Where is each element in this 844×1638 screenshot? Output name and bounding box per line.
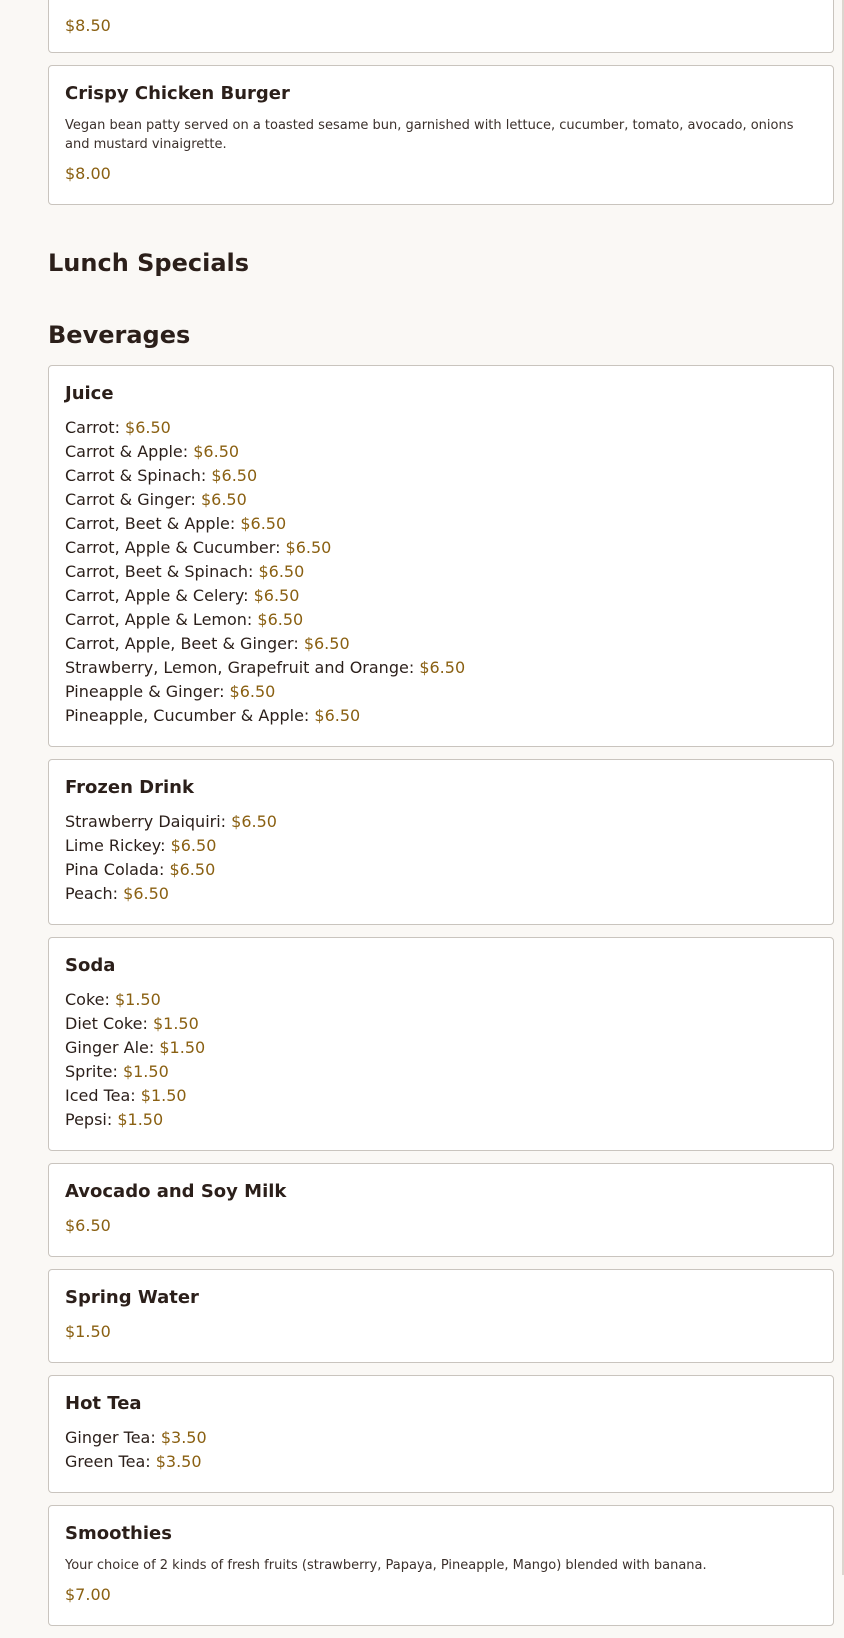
list-item	[65, 882, 817, 906]
menu-item-card	[48, 65, 834, 205]
list-item	[65, 656, 817, 680]
price-list	[65, 1426, 817, 1474]
menu-group-juice	[48, 365, 834, 747]
item-name: Lime Rickey:	[65, 836, 166, 855]
item-price: $6.50	[169, 860, 216, 879]
menu-item-card	[48, 0, 834, 53]
item-name: Carrot:	[65, 418, 120, 437]
item-price: $6.50	[253, 586, 300, 605]
price-list	[65, 988, 817, 1132]
group-title: Hot Tea	[65, 1393, 142, 1414]
item-price: $6.50	[200, 490, 247, 509]
item-description: Your choice of 2 kinds of fresh fruits (strawberry, Papaya, Pineapple, Mango) blended with banana.	[65, 1558, 707, 1573]
list-item	[65, 440, 817, 464]
item-price: $6.50	[419, 658, 466, 677]
menu-group-frozen-drink	[48, 759, 834, 925]
item-price: $1.50	[122, 1062, 169, 1081]
item-price: $6.50	[65, 1216, 111, 1235]
item-name: Carrot, Apple & Cucumber:	[65, 538, 281, 557]
item-price: $6.50	[229, 682, 276, 701]
group-title: Juice	[65, 383, 114, 404]
list-item	[65, 1012, 817, 1036]
list-item	[65, 536, 817, 560]
menu-group-hot-tea	[48, 1375, 834, 1493]
section-title-beverages: Beverages	[48, 321, 191, 349]
item-name: Carrot, Apple & Lemon:	[65, 610, 253, 629]
item-name: Strawberry Daiquiri:	[65, 812, 227, 831]
item-title: Smoothies	[65, 1523, 172, 1544]
list-item	[65, 680, 817, 704]
item-price: $8.00	[65, 164, 111, 183]
list-item	[65, 858, 817, 882]
item-name: Ginger Ale:	[65, 1038, 155, 1057]
menu-item-smoothies	[48, 1505, 834, 1626]
item-name: Carrot & Spinach:	[65, 466, 207, 485]
item-price: $3.50	[160, 1428, 207, 1447]
item-name: Pina Colada:	[65, 860, 165, 879]
item-price: $6.50	[257, 610, 304, 629]
list-item	[65, 416, 817, 440]
item-name: Carrot, Beet & Spinach:	[65, 562, 254, 581]
item-price: $6.50	[231, 812, 277, 831]
item-price: $1.50	[114, 990, 161, 1009]
item-price: $3.50	[155, 1452, 202, 1471]
list-item	[65, 810, 817, 834]
group-title: Soda	[65, 955, 116, 976]
item-name: Strawberry, Lemon, Grapefruit and Orange:	[65, 658, 415, 677]
item-price: $6.50	[240, 514, 287, 533]
list-item	[65, 584, 817, 608]
list-item	[65, 560, 817, 584]
item-price: $6.50	[123, 884, 169, 903]
item-price: $1.50	[159, 1038, 206, 1057]
item-name: Carrot, Apple & Celery:	[65, 586, 249, 605]
section-title-lunch-specials: Lunch Specials	[48, 249, 250, 277]
list-item	[65, 1084, 817, 1108]
list-item	[65, 464, 817, 488]
list-item	[65, 1450, 817, 1474]
item-name: Carrot & Ginger:	[65, 490, 196, 509]
item-price: $6.50	[314, 706, 361, 725]
item-price: $1.50	[117, 1110, 164, 1129]
list-item	[65, 632, 817, 656]
item-name: Carrot, Beet & Apple:	[65, 514, 236, 533]
price-list	[65, 416, 817, 728]
item-price: $6.50	[125, 418, 171, 437]
item-name: Pepsi:	[65, 1110, 113, 1129]
list-item	[65, 488, 817, 512]
item-price: $1.50	[152, 1014, 199, 1033]
item-name: Iced Tea:	[65, 1086, 136, 1105]
menu-item-spring-water	[48, 1269, 834, 1363]
item-title: Avocado and Soy Milk	[65, 1181, 287, 1202]
list-item	[65, 512, 817, 536]
item-description: Vegan bean patty served on a toasted sesame bun, garnished with lettuce, cucumber, tomato, avocado, onions and mustard vinaigrette.	[65, 118, 794, 152]
item-name: Green Tea:	[65, 1452, 151, 1471]
item-name: Diet Coke:	[65, 1014, 148, 1033]
item-name: Sprite:	[65, 1062, 118, 1081]
list-item	[65, 1036, 817, 1060]
item-title: Crispy Chicken Burger	[65, 83, 290, 104]
item-price: $6.50	[170, 836, 217, 855]
price-list	[65, 810, 817, 906]
item-name: Ginger Tea:	[65, 1428, 156, 1447]
menu-content	[48, 0, 834, 1638]
list-item	[65, 704, 817, 728]
item-name: Pineapple & Ginger:	[65, 682, 225, 701]
item-price: $6.50	[193, 442, 240, 461]
item-name: Pineapple, Cucumber & Apple:	[65, 706, 310, 725]
item-price: $8.50	[65, 16, 111, 35]
list-item	[65, 1108, 817, 1132]
item-price: $6.50	[258, 562, 305, 581]
item-title: Spring Water	[65, 1287, 199, 1308]
item-price: $6.50	[303, 634, 350, 653]
item-price: $7.00	[65, 1585, 111, 1604]
item-price: $1.50	[140, 1086, 187, 1105]
item-name: Peach:	[65, 884, 119, 903]
list-item	[65, 608, 817, 632]
menu-group-soda	[48, 937, 834, 1151]
item-price: $6.50	[285, 538, 332, 557]
item-price: $6.50	[211, 466, 258, 485]
list-item	[65, 988, 817, 1012]
menu-item-avocado-soy-milk	[48, 1163, 834, 1257]
item-price: $1.50	[65, 1322, 111, 1341]
item-name: Carrot & Apple:	[65, 442, 189, 461]
list-item	[65, 1060, 817, 1084]
list-item	[65, 1426, 817, 1450]
list-item	[65, 834, 817, 858]
item-name: Carrot, Apple, Beet & Ginger:	[65, 634, 299, 653]
group-title: Frozen Drink	[65, 777, 194, 798]
item-name: Coke:	[65, 990, 110, 1009]
